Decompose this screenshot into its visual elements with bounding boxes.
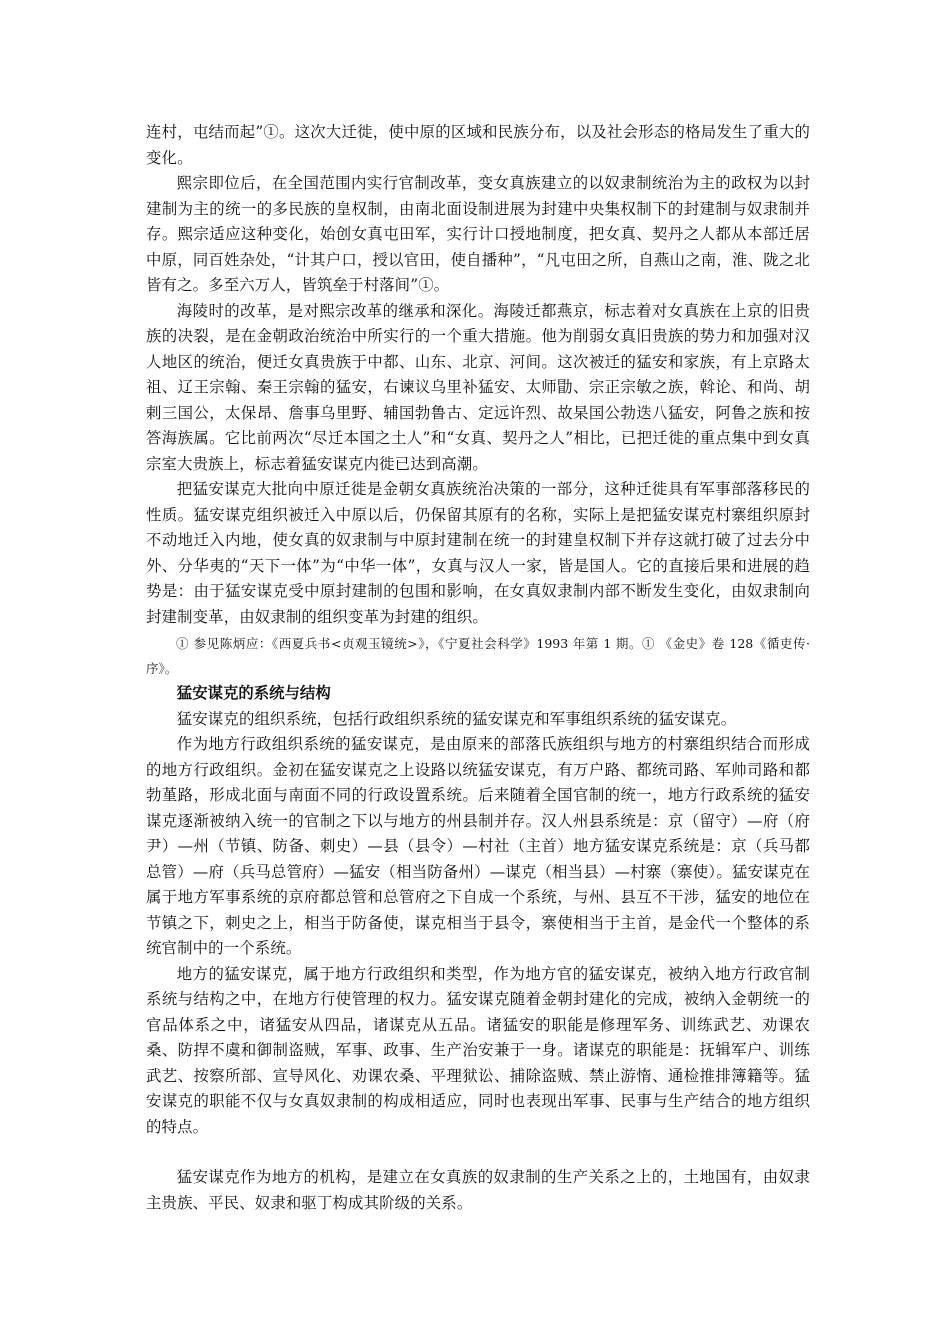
body-paragraph: 地方的猛安谋克，属于地方行政组织和类型，作为地方官的猛安谋克，被纳入地方行政官制系统与结构之中，在地方行使管理的权力。猛安谋克随着金朝封建化的完成，被纳入金朝统一的官品体系之中，诸猛安从四品，诸谋克从五品。诸猛安的职能是修理军务、训练武艺、劝课农桑、防捍不虞和御制盗贼，军事、政事、生产治安兼于一身。诸谋克的职能是：抚辑军户、训练武艺、按察所部、宣导风化、劝课农桑、平理狱讼、捕除盗贼、禁止游惰、通检推排簿籍等。猛安谋克的职能不仅与女真奴隶制的构成相适应，同时也表现出军事、民事与生产结合的地方组织的特点。 [146,964,810,1136]
paragraph-gap [146,1140,810,1165]
body-paragraph: 熙宗即位后，在全国范围内实行官制改革，变女真族建立的以奴隶制统治为主的政权为以封建制为主的统一的多民族的皇权制，由南北面设制进展为封建中央集权制下的封建制与奴隶制并存。熙宗适应这种变化，始创女真屯田军，实行计口授地制度，把女真、契丹之人都从本部迁居中原，同百姓杂处，“计其户口，授以官田，使自播种”，“凡屯田之所，自燕山之南，淮、陇之北皆有之。多至六万人，皆筑垒于村落间”①。 [146,174,810,294]
body-paragraph: 猛安谋克作为地方的机构，是建立在女真族的奴隶制的生产关系之上的，土地国有，由奴隶主贵族、平民、奴隶和驱丁构成其阶级的关系。 [146,1168,810,1212]
body-paragraph: 把猛安谋克大批向中原迁徙是金朝女真族统治决策的一部分，这种迁徙具有军事部落移民的性质。猛安谋克组织被迁入中原以后，仍保留其原有的名称，实际上是把猛安谋克村寨组织原封不动地迁入内地，使女真的奴隶制与中原封建制在统一的封建皇权制下并存这就打破了过去分中外、分华夷的“天下一体”为“中华一体”，女真与汉人一家，皆是国人。它的直接后果和进展的趋势是：由于猛安谋克受中原封建制的包围和影响，在女真奴隶制内部不断发生变化，由奴隶制向封建制变革，由奴隶制的组织变革为封建的组织。 [146,480,810,626]
body-paragraph: 作为地方行政组织系统的猛安谋克，是由原来的部落氏族组织与地方的村寨组织结合而形成的地方行政组织。金初在猛安谋克之上设路以统猛安谋克，有万户路、都统司路、军帅司路和都勃堇路，形成北面与南面不同的行政设置系统。后来随着全国官制的统一，地方行政系统的猛安谋克逐渐被纳入统一的官制之下以与地方的州县制并存。汉人州县系统是：京（留守）—府（府尹）—州（节镇、防备、刺史）—县（县令）—村社（主首）地方猛安谋克系统是：京（兵马都总管）—府（兵马总管府）—猛安（相当防备州）—谋克（相当县）—村寨（寨使）。猛安谋克在属于地方军事系统的京府都总管和总管府之下自成一个系统，与州、县互不干涉，猛安的地位在节镇之下，刺史之上，相当于防备使，谋克相当于县令，寨使相当于主首，是金代一个整体的系统官制中的一个系统。 [146,735,810,957]
footnote: ① 参见陈炳应：《西夏兵书<贞观玉镜统>》，《宁夏社会科学》1993 年第 1 期。① 《金史》卷 128《循吏传·序》。 [146,636,810,676]
body-paragraph: 海陵时的改革，是对熙宗改革的继承和深化。海陵迁都燕京，标志着对女真族在上京的旧贵族的决裂，是在金朝政治统治中所实行的一个重大措施。他为削弱女真旧贵族的势力和加强对汉人地区的统治，便迁女真贵族于中都、山东、北京、河间。这次被迁的猛安和家族，有上京路太祖、辽王宗翰、秦王宗翰的猛安，右谏议乌里补猛安、太师勖、宗正宗敏之族，斡论、和尚、胡剌三国公，太保昂、詹事乌里野、辅国勃鲁古、定远许烈、故杲国公勃迭八猛安，阿鲁之族和按答海族属。它比前两次“尽迁本国之土人”和“女真、契丹之人”相比，已把迁徙的重点集中到女真宗室大贵族上，标志着猛安谋克内徙已达到高潮。 [146,301,810,473]
document-page [146,120,810,1216]
section-heading: 猛安谋克的系统与结构 [176,684,331,702]
body-paragraph: 连村，屯结而起”①。这次大迁徙，使中原的区域和民族分布，以及社会形态的格局发生了重大的变化。 [146,123,810,167]
body-paragraph: 猛安谋克的组织系统，包括行政组织系统的猛安谋克和军事组织系统的猛安谋克。 [176,709,737,728]
